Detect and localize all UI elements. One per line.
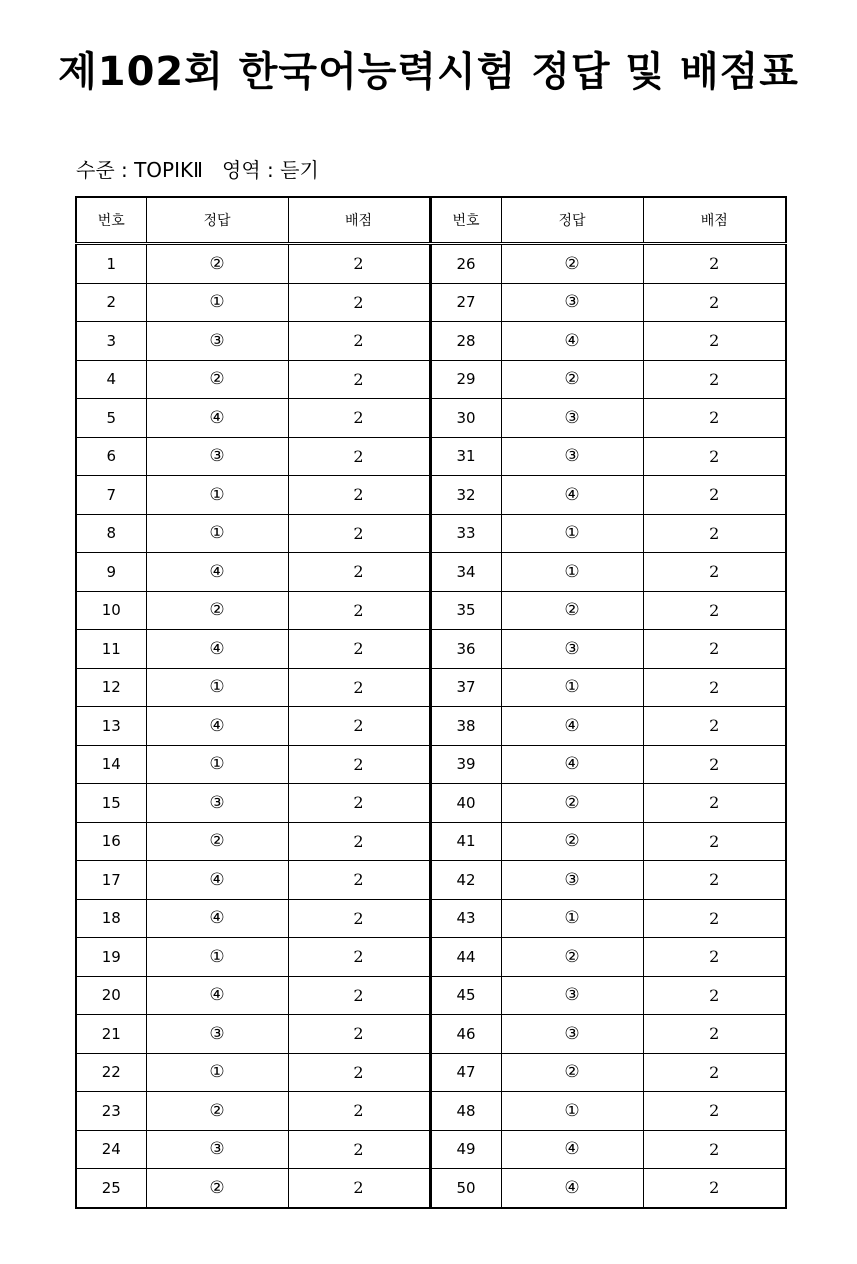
points-cell: 2: [643, 244, 786, 284]
points-cell: 2: [643, 784, 786, 823]
points-cell: 2: [288, 1130, 430, 1169]
question-number: 26: [430, 244, 501, 284]
points-cell: 2: [288, 668, 430, 707]
question-number: 16: [76, 822, 146, 861]
answer-cell: ②: [501, 938, 643, 977]
answer-cell: ③: [146, 322, 288, 361]
table-row: [76, 1092, 786, 1131]
question-number: 14: [76, 745, 146, 784]
points-cell: 2: [288, 322, 430, 361]
points-cell: 2: [288, 861, 430, 900]
question-number: 34: [430, 553, 501, 592]
answer-cell: ③: [501, 861, 643, 900]
points-cell: 2: [643, 322, 786, 361]
answer-cell: ③: [501, 283, 643, 322]
question-number: 27: [430, 283, 501, 322]
answer-cell: ①: [501, 553, 643, 592]
question-number: 3: [76, 322, 146, 361]
points-cell: 2: [643, 399, 786, 438]
answer-cell: ①: [501, 668, 643, 707]
answer-cell: ③: [146, 437, 288, 476]
points-cell: 2: [288, 1169, 430, 1208]
header-row: [76, 197, 786, 244]
points-cell: 2: [643, 668, 786, 707]
answer-cell: ②: [146, 822, 288, 861]
points-cell: 2: [643, 1130, 786, 1169]
table-row: [76, 1015, 786, 1054]
question-number: 38: [430, 707, 501, 746]
question-number: 29: [430, 360, 501, 399]
header-number-left: 번호: [76, 197, 146, 244]
points-cell: 2: [643, 1053, 786, 1092]
points-cell: 2: [643, 476, 786, 515]
answer-cell: ①: [146, 668, 288, 707]
answer-cell: ②: [501, 244, 643, 284]
table-row: [76, 360, 786, 399]
table-row: [76, 322, 786, 361]
question-number: 24: [76, 1130, 146, 1169]
answer-cell: ④: [146, 399, 288, 438]
level-section-label: 수준 : TOPIKⅡ 영역 : 듣기: [76, 158, 319, 182]
answer-cell: ③: [501, 1015, 643, 1054]
answer-cell: ④: [146, 553, 288, 592]
points-cell: 2: [643, 976, 786, 1015]
question-number: 37: [430, 668, 501, 707]
question-number: 45: [430, 976, 501, 1015]
points-cell: 2: [288, 553, 430, 592]
answer-cell: ③: [146, 1015, 288, 1054]
points-cell: 2: [643, 707, 786, 746]
header-number-right: 번호: [430, 197, 501, 244]
answer-cell: ③: [501, 437, 643, 476]
question-number: 46: [430, 1015, 501, 1054]
question-number: 17: [76, 861, 146, 900]
question-number: 47: [430, 1053, 501, 1092]
points-cell: 2: [643, 1015, 786, 1054]
question-number: 48: [430, 1092, 501, 1131]
points-cell: 2: [288, 784, 430, 823]
table-row: [76, 514, 786, 553]
question-number: 31: [430, 437, 501, 476]
table-row: [76, 283, 786, 322]
table-row: [76, 1169, 786, 1208]
points-cell: 2: [288, 514, 430, 553]
table-row: [76, 938, 786, 977]
points-cell: 2: [288, 437, 430, 476]
answer-cell: ④: [501, 1130, 643, 1169]
table-row: [76, 784, 786, 823]
points-cell: 2: [643, 1092, 786, 1131]
answer-cell: ①: [501, 899, 643, 938]
question-number: 12: [76, 668, 146, 707]
question-number: 25: [76, 1169, 146, 1208]
points-cell: 2: [643, 591, 786, 630]
question-number: 36: [430, 630, 501, 669]
answer-key-header: [76, 197, 786, 244]
points-cell: 2: [643, 437, 786, 476]
table-row: [76, 476, 786, 515]
answer-cell: ②: [146, 591, 288, 630]
header-points-right: 배점: [643, 197, 786, 244]
question-number: 18: [76, 899, 146, 938]
points-cell: 2: [643, 938, 786, 977]
table-row: [76, 399, 786, 438]
points-cell: 2: [643, 1169, 786, 1208]
points-cell: 2: [288, 360, 430, 399]
table-row: [76, 668, 786, 707]
points-cell: 2: [643, 745, 786, 784]
points-cell: 2: [288, 591, 430, 630]
points-cell: 2: [288, 976, 430, 1015]
question-number: 39: [430, 745, 501, 784]
question-number: 10: [76, 591, 146, 630]
points-cell: 2: [643, 822, 786, 861]
points-cell: 2: [643, 514, 786, 553]
answer-cell: ②: [501, 784, 643, 823]
answer-cell: ②: [501, 1053, 643, 1092]
question-number: 11: [76, 630, 146, 669]
answer-cell: ③: [501, 976, 643, 1015]
answer-cell: ④: [501, 745, 643, 784]
question-number: 2: [76, 283, 146, 322]
answer-cell: ③: [501, 630, 643, 669]
answer-cell: ②: [146, 1169, 288, 1208]
answer-cell: ②: [146, 244, 288, 284]
table-row: [76, 591, 786, 630]
answer-cell: ④: [501, 707, 643, 746]
answer-cell: ④: [146, 861, 288, 900]
points-cell: 2: [288, 244, 430, 284]
question-number: 15: [76, 784, 146, 823]
points-cell: 2: [643, 283, 786, 322]
answer-cell: ④: [146, 630, 288, 669]
points-cell: 2: [288, 1092, 430, 1131]
points-cell: 2: [288, 899, 430, 938]
question-number: 1: [76, 244, 146, 284]
question-number: 7: [76, 476, 146, 515]
question-number: 28: [430, 322, 501, 361]
header-answer-right: 정답: [501, 197, 643, 244]
answer-cell: ③: [146, 1130, 288, 1169]
question-number: 9: [76, 553, 146, 592]
table-row: [76, 861, 786, 900]
header-answer-left: 정답: [146, 197, 288, 244]
table-row: [76, 976, 786, 1015]
table-row: [76, 745, 786, 784]
answer-cell: ④: [146, 899, 288, 938]
answer-cell: ①: [146, 514, 288, 553]
points-cell: 2: [288, 399, 430, 438]
answer-cell: ④: [501, 1169, 643, 1208]
table-row: [76, 707, 786, 746]
question-number: 30: [430, 399, 501, 438]
answer-cell: ①: [146, 283, 288, 322]
question-number: 44: [430, 938, 501, 977]
question-number: 21: [76, 1015, 146, 1054]
question-number: 43: [430, 899, 501, 938]
table-row: [76, 437, 786, 476]
answer-cell: ②: [501, 822, 643, 861]
answer-cell: ③: [146, 784, 288, 823]
answer-cell: ③: [501, 399, 643, 438]
question-number: 23: [76, 1092, 146, 1131]
points-cell: 2: [288, 476, 430, 515]
answer-key-table: [75, 196, 787, 1209]
question-number: 8: [76, 514, 146, 553]
answer-cell: ①: [501, 1092, 643, 1131]
points-cell: 2: [643, 630, 786, 669]
question-number: 22: [76, 1053, 146, 1092]
question-number: 40: [430, 784, 501, 823]
answer-cell: ④: [146, 976, 288, 1015]
answer-cell: ②: [501, 591, 643, 630]
points-cell: 2: [288, 283, 430, 322]
points-cell: 2: [288, 1053, 430, 1092]
page-title: 제102회 한국어능력시험 정답 및 배점표: [58, 49, 799, 95]
table-row: [76, 630, 786, 669]
header-points-left: 배점: [288, 197, 430, 244]
question-number: 49: [430, 1130, 501, 1169]
question-number: 20: [76, 976, 146, 1015]
points-cell: 2: [288, 745, 430, 784]
table-row: [76, 244, 786, 284]
points-cell: 2: [288, 1015, 430, 1054]
question-number: 19: [76, 938, 146, 977]
answer-cell: ④: [501, 322, 643, 361]
table-row: [76, 553, 786, 592]
answer-cell: ①: [146, 1053, 288, 1092]
answer-cell: ①: [146, 745, 288, 784]
points-cell: 2: [288, 630, 430, 669]
question-number: 13: [76, 707, 146, 746]
points-cell: 2: [288, 822, 430, 861]
points-cell: 2: [643, 899, 786, 938]
question-number: 5: [76, 399, 146, 438]
question-number: 35: [430, 591, 501, 630]
answer-cell: ①: [146, 476, 288, 515]
points-cell: 2: [643, 861, 786, 900]
points-cell: 2: [643, 553, 786, 592]
answer-cell: ①: [501, 514, 643, 553]
points-cell: 2: [288, 707, 430, 746]
table-row: [76, 1130, 786, 1169]
answer-cell: ④: [501, 476, 643, 515]
answer-cell: ②: [501, 360, 643, 399]
question-number: 42: [430, 861, 501, 900]
answer-cell: ②: [146, 360, 288, 399]
table-row: [76, 1053, 786, 1092]
answer-cell: ②: [146, 1092, 288, 1131]
question-number: 4: [76, 360, 146, 399]
question-number: 6: [76, 437, 146, 476]
question-number: 32: [430, 476, 501, 515]
answer-cell: ④: [146, 707, 288, 746]
points-cell: 2: [288, 938, 430, 977]
answer-cell: ①: [146, 938, 288, 977]
answer-key-body: [76, 244, 786, 1208]
question-number: 50: [430, 1169, 501, 1208]
question-number: 41: [430, 822, 501, 861]
table-row: [76, 899, 786, 938]
table-row: [76, 822, 786, 861]
points-cell: 2: [643, 360, 786, 399]
question-number: 33: [430, 514, 501, 553]
